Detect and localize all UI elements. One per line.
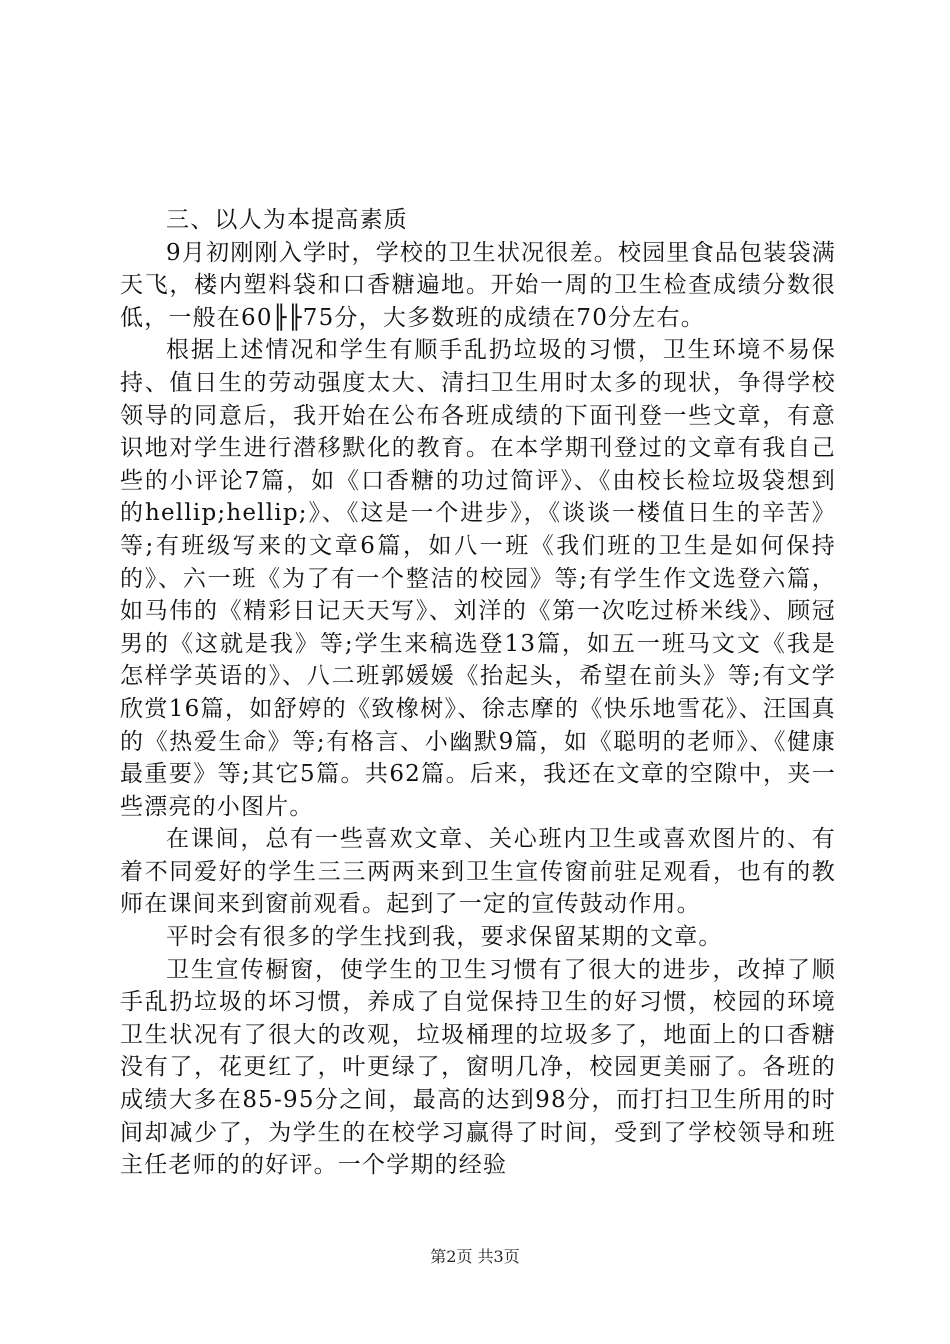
page-number-footer: 第2页 共3页 bbox=[430, 1247, 520, 1266]
section-heading: 三、以人为本提高素质 bbox=[166, 207, 408, 233]
paragraph-keep-articles: 平时会有很多的学生找到我，要求保留某期的文章。 bbox=[166, 924, 723, 951]
paragraph-results: 卫生宣传橱窗，使学生的卫生习惯有了很大的进步，改掉了顺手乱扔垃圾的坏习惯，养成了自觉保持卫生的好习惯，校园的环境卫生状况有了很大的改观，垃圾桶理的垃圾多了，地面上的口香糖没有了，花更红了，叶更绿了，窗明几净，校园更美丽了。各班的成绩大多在85-95分之间，最高的达到98分，而打扫卫生所用的时间却减少了，为学生的在校学习赢得了时间，受到了学校领导和班主任老师的的好评。一个学期的经验 bbox=[120, 956, 836, 1179]
paragraph-articles-published: 根据上述情况和学生有顺手乱扔垃圾的习惯，卫生环境不易保持、值日生的劳动强度太大、清扫卫生用时太多的现状，争得学校领导的同意后，我开始在公布各班成绩的下面刊登一些文章，有意识地对学生进行潜移默化的教育。在本学期刊登过的文章有我自己些的小评论7篇，如《口香糖的功过简评》、《由校长检垃圾袋想到的hellip;hellip;》、《这是一个进步》，《谈谈一楼值日生的辛苦》等;有班级写来的文章6篇，如八一班《我们班的卫生是如何保持的》、六一班《为了有一个整洁的校园》等;有学生作文选登六篇，如马伟的《精彩日记天天写》、刘洋的《第一次吃过桥米线》、顾冠男的《这就是我》等;学生来稿选登13篇，如五一班马文文《我是怎样学英语的》、八二班郭媛媛《抬起头，希望在前头》等;有文学欣赏16篇，如舒婷的《致橡树》、徐志摩的《快乐地雪花》、汪国真的《热爱生命》等;有格言、小幽默9篇，如《聪明的老师》、《健康最重要》等;其它5篇。共62篇。后来，我还在文章的空隙中，夹一些漂亮的小图片。 bbox=[120, 337, 836, 820]
paragraph-students-viewing: 在课间，总有一些喜欢文章、关心班内卫生或喜欢图片的、有着不同爱好的学生三三两两来到卫生宣传窗前驻足观看，也有的教师在课间来到窗前观看。起到了一定的宣传鼓动作用。 bbox=[120, 826, 836, 918]
paragraph-enrollment-hygiene: 9月初刚刚入学时，学校的卫生状况很差。校园里食品包装袋满天飞，楼内塑料袋和口香糖遍地。开始一周的卫生检查成绩分数很低，一般在60╟╟75分，大多数班的成绩在70分左右。 bbox=[120, 239, 836, 331]
document-body bbox=[120, 204, 836, 1182]
